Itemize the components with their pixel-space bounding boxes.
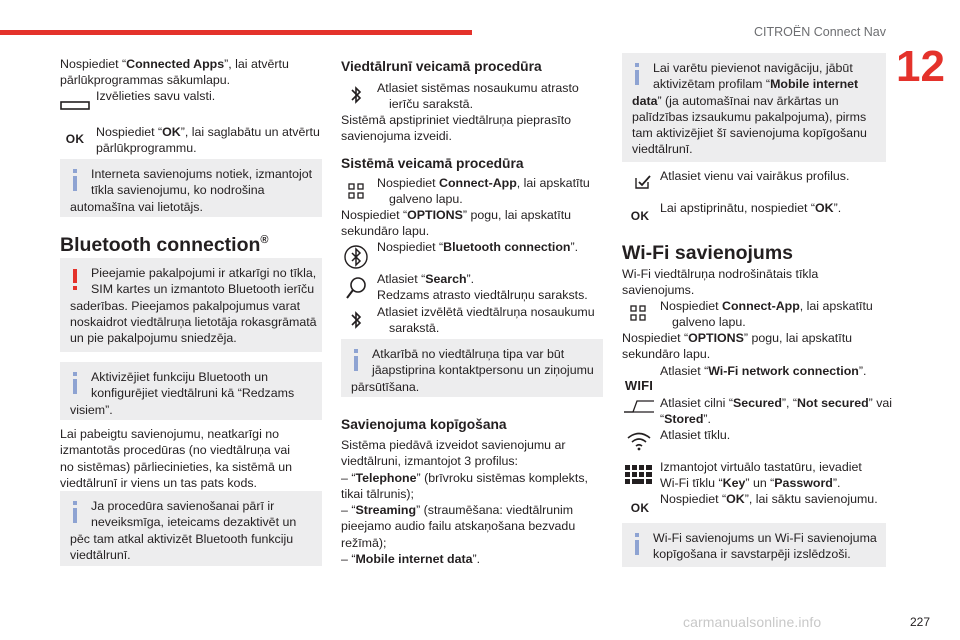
heading-phone-procedure: Viedtālrunī veicamā procedūra [341,59,542,74]
para-pairing-code: Lai pabeigtu savienojumu, neatkarīgi no izmantotās procedūras (no viedtālruņa vai no sistēmas) pārliecinieties, ka sistēmā un viedtālrunī ir viens un tas pats kods. [60,427,293,490]
header-accent-bar [0,30,472,35]
para-profiles: Sistēma piedāvā izveidot savienojumu ar viedtālruni, izmantojot 3 profilus: – “Telephone” (brīvroku sistēmas komplekts, tikai tālrunis); – “Streaming” (straumēšana: viedtālrunim pieejamo audio failu atskaņošana bezvadu režīmā); – “Mobile internet data”. [341,438,588,567]
info-note-navigation-profile: Lai varētu pievienot navigāciju, jābūt aktivizētam profilam “Mobile internet data” (ja automašīnai nav ārkārtas un palīdzības izsaukumu pakalpojuma), pirms tam aktivizējiet šī savienojuma kopīgošanu viedtālrunī. [622,53,886,162]
bluetooth-icon [348,84,364,106]
chapter-number: 12 [896,42,945,91]
wifi-text-icon: WIFI [624,377,654,393]
col1-intro: Nospiediet “Connected Apps”, lai atvērtu pārlūkprogrammas sākumlapu. [60,57,289,88]
page-number: 227 [909,615,930,629]
step-select-system-name: Atlasiet sistēmas nosaukumu atrasto ierīču sarakstā. [377,81,579,112]
info-note-wifi-exclusive: Wi-Fi savienojums un Wi-Fi savienojuma kopīgošana ir savstarpēji izslēdzoši. [622,523,886,567]
info-note-contacts: Atkarībā no viedtālruņa tipa var būt jāapstiprina kontaktpersonu un ziņojumu pārsūtīšana. [341,339,603,397]
step-enter-key-password: Izmantojot virtuālo tastatūru, ievadiet Wi-Fi tīklu “Key” un “Password”. [660,460,862,491]
heading-connection-sharing: Savienojuma kopīgošana [341,417,507,432]
ok-icon: OK [65,131,85,146]
wifi-signal-icon [624,430,654,452]
info-note-internet: Interneta savienojums notiek, izmantojot tīkla savienojumu, ko nodrošina automašīna vai lietotājs. [60,159,322,217]
search-icon [344,275,368,301]
step-connect-app: Nospiediet Connect-App, lai apskatītu galveno lapu. [377,176,590,207]
step-select-tab: Atlasiet cilni “Secured”, “Not secured” vai “Stored”. [660,396,893,427]
keyboard-icon [624,463,654,487]
step-start-connection: Nospiediet “OK”, lai sāktu savienojumu. [660,492,878,506]
para-options: Nospiediet “OPTIONS” pogu, lai apskatītu sekundāro lapu. [341,208,572,239]
info-note-activate-bluetooth: Aktivizējiet funkciju Bluetooth un konfigurējiet viedtālruni kā “Redzams visiem”. [60,362,322,420]
checkbox-icon [633,173,653,191]
info-note-pairing-failure: Ja procedūra savienošanai pārī ir neveiksmīga, ieteicams dezaktivēt un pēc tam atkal aktivizēt Bluetooth funkciju viedtālrunī. [60,491,322,566]
tab-selector-icon [622,397,656,415]
step-select-phone-name: Atlasiet izvēlētā viedtālruņa nosaukumu sarakstā. [377,305,595,336]
ok-icon: OK [630,500,650,515]
step-wifi-network-connection: Atlasiet “Wi-Fi network connection”. [660,364,867,378]
para-confirm-phone: Sistēmā apstipriniet viedtālruņa pieprasīto savienojuma izveidi. [341,113,572,144]
bluetooth-icon [348,309,364,331]
warning-note-services: Pieejamie pakalpojumi ir atkarīgi no tīkla, SIM kartes un izmantoto Bluetooth ierīču saderības. Pieejamos pakalpojumus varat noskaidrot viedtālruņa lietotāja rokasgrāmatā un pie pakalpojumu sniedzēja. [60,258,322,352]
step-select-country: Izvēlieties savu valsti. [96,89,216,103]
step-select-profiles: Atlasiet vienu vai vairākus profilus. [660,169,850,183]
step-bluetooth-connection: Nospiediet “Bluetooth connection”. [377,240,579,254]
section-heading-bluetooth: Bluetooth connection® [60,234,269,256]
step-wifi-connect-app: Nospiediet Connect-App, lai apskatītu galveno lapu. [660,299,873,330]
profile-streaming: – “Streaming” (straumēšana: viedtālrunim [341,503,574,518]
header-title: CITROËN Connect Nav [754,25,886,39]
apps-grid-icon [347,182,365,200]
text-field-icon [60,100,90,112]
para-wifi-options: Nospiediet “OPTIONS” pogu, lai apskatītu sekundāro lapu. [622,331,853,362]
apps-grid-icon [629,304,647,322]
step-search: Atlasiet “Search”. Redzams atrasto viedtālruņu saraksts. [377,272,588,303]
bluetooth-connection-icon [341,243,371,271]
section-heading-wifi: Wi-Fi savienojums [622,242,794,264]
watermark: carmanualsonline.info [683,614,822,630]
step-select-network: Atlasiet tīklu. [660,428,731,442]
heading-system-procedure: Sistēmā veicamā procedūra [341,156,524,171]
profile-mobile-data: – “Mobile internet data”. [341,552,481,567]
para-wifi-intro: Wi-Fi viedtālruņa nodrošinātais tīkla savienojums. [622,267,819,298]
profile-telephone: – “Telephone” (brīvroku sistēmas komplekts, [341,470,588,485]
ok-icon: OK [630,208,650,223]
step-confirm-ok: Lai apstiprinātu, nospiediet “OK”. [660,201,842,215]
step-press-ok: Nospiediet “OK”, lai saglabātu un atvērtu pārlūkprogrammu. [96,125,320,156]
